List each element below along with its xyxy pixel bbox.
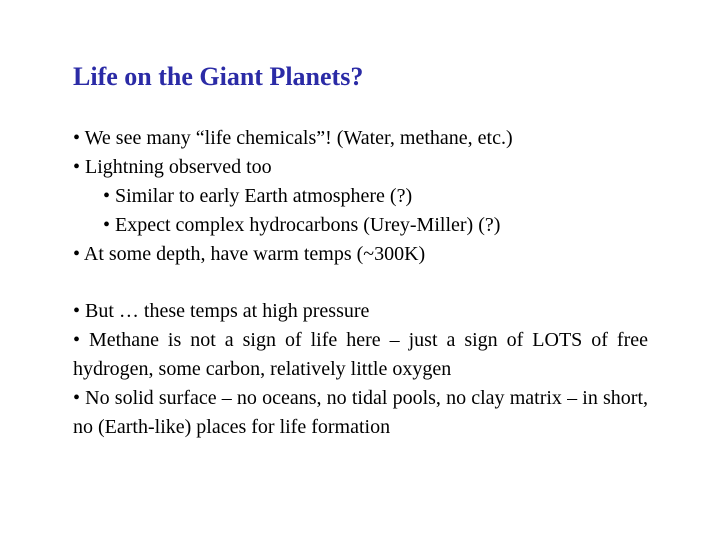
sub-bullet-early-earth: • Similar to early Earth atmosphere (?) [103, 185, 413, 207]
paragraph-gap [73, 269, 648, 297]
slide-body [73, 124, 648, 442]
bullet-warm-temps: • At some depth, have warm temps (~300K) [73, 243, 426, 265]
bullet-high-pressure: • But … these temps at high pressure [73, 300, 370, 322]
bullet-lightning: • Lightning observed too [73, 156, 272, 178]
bullet-methane: • Methane is not a sign of life here – just a sign of LOTS of free hydrogen, some carbon, relatively little oxygen [73, 329, 648, 380]
bullet-life-chemicals: • We see many “life chemicals”! (Water, methane, etc.) [73, 127, 513, 149]
slide-title: Life on the Giant Planets? [73, 62, 364, 91]
sub-bullet-hydrocarbons: • Expect complex hydrocarbons (Urey-Miller) (?) [103, 214, 501, 236]
bullet-no-solid-surface: • No solid surface – no oceans, no tidal pools, no clay matrix – in short, no (Earth-like) places for life formation [73, 387, 648, 438]
